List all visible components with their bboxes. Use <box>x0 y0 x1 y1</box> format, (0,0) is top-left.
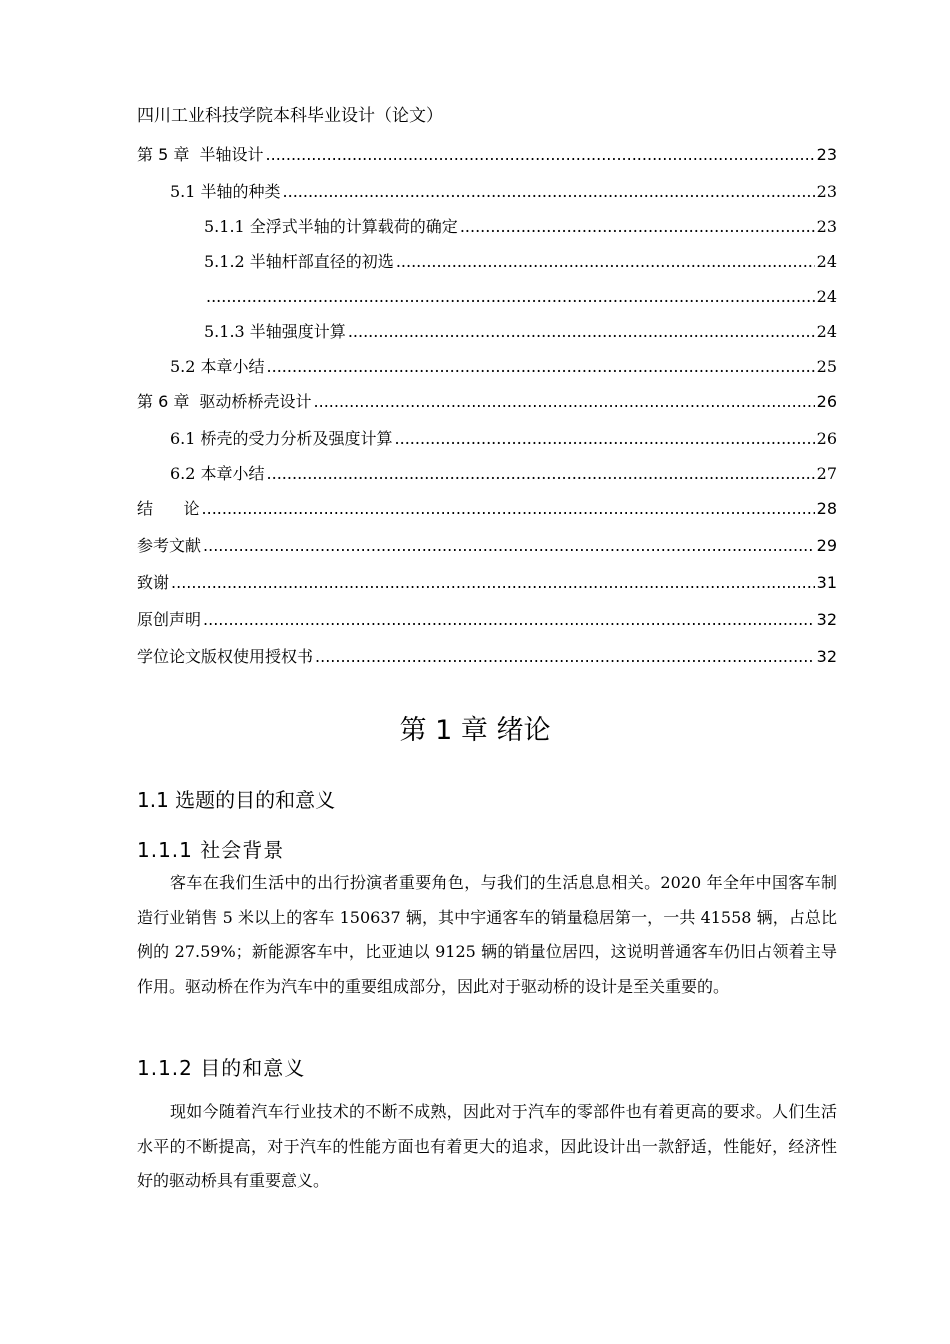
table-of-contents <box>137 140 837 679</box>
toc-entry[interactable] <box>137 642 837 679</box>
toc-entry-page: 31 <box>816 573 837 592</box>
section-heading-1-1-1: 1.1.1 社会背景 <box>137 838 285 862</box>
toc-entry-title: 5.1.2 半轴杆部直径的初选 <box>204 252 394 271</box>
toc-entry[interactable] <box>137 387 837 424</box>
toc-leader-dots <box>202 494 815 524</box>
toc-entry-page: 23 <box>816 182 837 201</box>
toc-entry-page: 28 <box>816 499 837 518</box>
toc-leader-dots <box>266 140 815 170</box>
toc-entry-page: 26 <box>816 392 837 411</box>
toc-entry[interactable] <box>137 177 837 212</box>
toc-leader-dots <box>203 605 815 635</box>
toc-entry[interactable] <box>137 352 837 387</box>
toc-entry[interactable] <box>137 424 837 459</box>
toc-entry[interactable] <box>137 317 837 352</box>
toc-leader-dots <box>314 387 815 417</box>
paragraph-purpose-significance: 现如今随着汽车行业技术的不断不成熟，因此对于汽车的零部件也有着更高的要求。人们生活水平的不断提高，对于汽车的性能方面也有着更大的追求，因此设计出一款舒适，性能好，经济性好的驱动桥具有重要意义。 <box>137 1102 837 1190</box>
toc-leader-dots <box>395 424 815 454</box>
toc-entry-title: 5.1.3 半轴强度计算 <box>204 322 346 341</box>
toc-entry-page: 24 <box>816 287 837 306</box>
paragraph-social-background: 客车在我们生活中的出行扮演者重要角色，与我们的生活息息相关。2020 年全年中国客车制造行业销售 5 米以上的客车 150637 辆，其中宇通客车的销量稳居第一，一共 41558 辆，占总比例的 27.59%；新能源客车中，比亚迪以 9125 辆的销量位居四，这说明普通客车仍旧占领着主导作用。驱动桥在作为汽车中的重要组成部分，因此对于驱动桥的设计是至关重要的。 <box>137 873 837 996</box>
toc-leader-dots <box>171 568 815 598</box>
toc-entry[interactable] <box>137 212 837 247</box>
toc-leader-dots <box>206 282 815 312</box>
toc-leader-dots <box>267 459 815 489</box>
toc-entry-page: 26 <box>816 429 837 448</box>
toc-entry-title: 5.2 本章小结 <box>170 357 265 376</box>
toc-entry-page: 23 <box>816 217 837 236</box>
toc-entry[interactable] <box>137 494 837 531</box>
toc-entry[interactable] <box>137 531 837 568</box>
toc-leader-dots <box>203 531 815 561</box>
toc-entry-title: 6.2 本章小结 <box>170 464 265 483</box>
toc-entry-title: 6.1 桥壳的受力分析及强度计算 <box>170 429 393 448</box>
toc-leader-dots <box>267 352 815 382</box>
section-heading-1-1: 1.1 选题的目的和意义 <box>137 788 336 812</box>
toc-entry-title: 5.1 半轴的种类 <box>170 182 281 201</box>
toc-leader-dots <box>348 317 815 347</box>
toc-entry[interactable] <box>137 568 837 605</box>
toc-entry-title: 参考文献 <box>137 536 202 555</box>
toc-leader-dots <box>460 212 815 242</box>
toc-entry[interactable] <box>137 459 837 494</box>
toc-entry-page: 29 <box>816 536 837 555</box>
toc-entry-title: 5.1.1 全浮式半轴的计算载荷的确定 <box>204 217 458 236</box>
toc-entry-page: 24 <box>816 252 837 271</box>
toc-entry-title: 第 5 章 半轴设计 <box>137 145 264 164</box>
toc-entry[interactable] <box>137 282 837 317</box>
toc-entry[interactable] <box>137 605 837 642</box>
toc-entry-page: 25 <box>816 357 837 376</box>
toc-entry-title: 学位论文版权使用授权书 <box>137 647 314 666</box>
chapter-title: 第 1 章 绪论 <box>399 715 551 746</box>
toc-entry-page: 24 <box>816 322 837 341</box>
toc-leader-dots <box>283 177 815 207</box>
toc-entry-title: 致谢 <box>137 573 170 592</box>
toc-leader-dots <box>396 247 815 277</box>
toc-entry-page: 23 <box>816 145 837 164</box>
section-heading-1-1-2: 1.1.2 目的和意义 <box>137 1056 306 1080</box>
toc-leader-dots <box>315 642 815 672</box>
toc-entry-title: 原创声明 <box>137 610 202 629</box>
page-header: 四川工业科技学院本科毕业设计（论文） <box>137 106 443 126</box>
toc-entry-page: 32 <box>816 647 837 666</box>
toc-entry-page: 27 <box>816 464 837 483</box>
toc-entry-title: 第 6 章 驱动桥桥壳设计 <box>137 392 312 411</box>
toc-entry-title: 结 论 <box>137 499 200 518</box>
toc-entry-page: 32 <box>816 610 837 629</box>
toc-entry[interactable] <box>137 247 837 282</box>
toc-entry[interactable] <box>137 140 837 177</box>
